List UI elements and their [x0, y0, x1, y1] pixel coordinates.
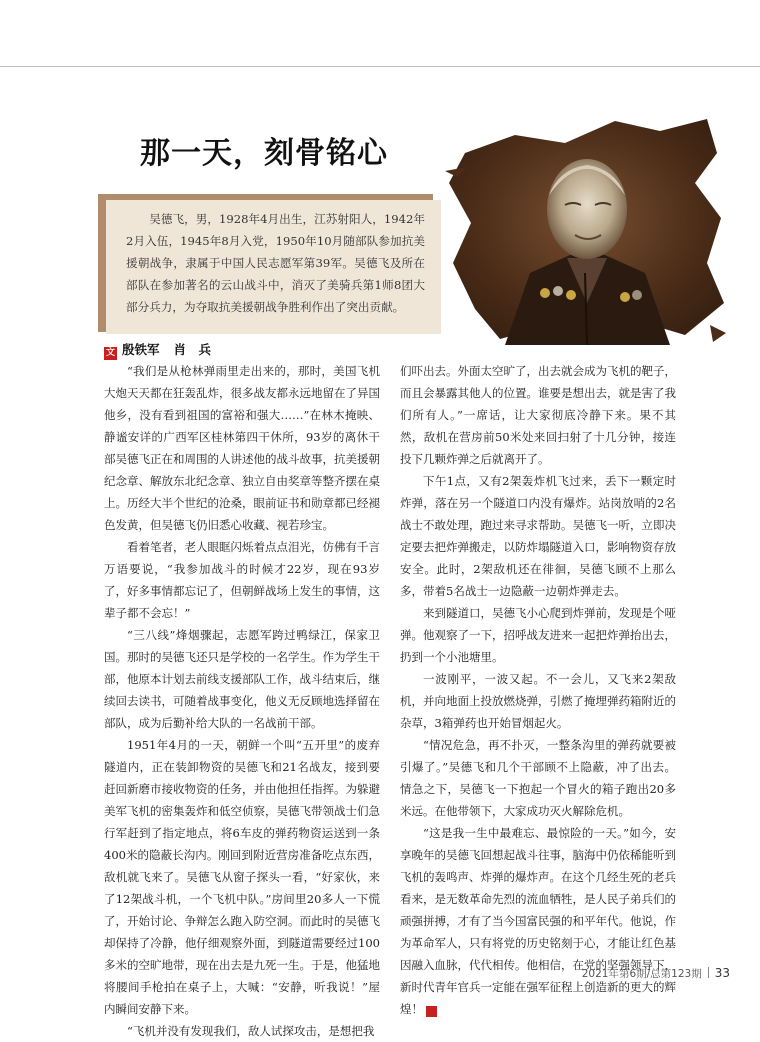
bio-box — [106, 200, 441, 334]
paragraph: 1951年4月的一天，朝鲜一个叫“五开里”的废弃隧道内，正在装卸物资的吴德飞和21名战友，接到要赶回新磨市接收物资的任务，并由他担任指挥。为躲避美军飞机的密集轰炸和低空侦察，吴德飞带领战士们急行军赶到了指定地点，将6车皮的弹药物资运送到一条400米的隐蔽长沟内。刚回到附近营房准备吃点东西，敌机就飞来了。吴德飞从窗子探头一看，“好家伙，来了12架战斗机，一个飞机中队。”房间里20多人一下慌了，开始讨论、争辩怎么跑入防空洞。而此时的吴德飞却保持了冷静，他仔细观察外面，到隧道需要经过100多米的空旷地带，现在出去是九死一生。于是，他猛地将腰间手枪拍在桌子上，大喊：“安静，听我说！”屋内瞬间安静下来。 — [104, 738, 380, 1016]
issue-info: 2021年第6期/总第123期 — [581, 968, 702, 980]
paragraph: 下午1点，又有2架轰炸机飞过来，丢下一颗定时炸弹，落在另一个隧道口内没有爆炸。站岗放哨的2名战士不敢处理，跑过来寻求帮助。吴德飞一听，立即决定要去把炸弹搬走，以防炸塌隧道入口，影响物资存放安全。此时，2架敌机还在徘徊，吴德飞顾不上那么多，带着5名战士一边隐蔽一边朝炸弹走去。 — [400, 474, 676, 598]
byline-mark: 文 — [105, 348, 115, 358]
page-number: 33 — [714, 966, 730, 980]
right-column — [400, 360, 676, 1020]
footer-divider — [708, 967, 709, 978]
paragraph: 们吓出去。外面太空旷了，出去就会成为飞机的靶子，而且会暴露其他人的位置。谁要是想出去，就是害了我们所有人。”一席话，让大家彻底冷静下来。果不其然，敌机在营房前50米处来回扫射了十几分钟，接连投下几颗炸弹之后就离开了。 — [400, 364, 676, 466]
paragraph: 来到隧道口，吴德飞小心爬到炸弹前，发现是个哑弹。他观察了一下，招呼战友进来一起把炸弹抬出去，扔到一个小池塘里。 — [400, 606, 676, 664]
paragraph-text: “这是我一生中最难忘、最惊险的一天。”如今，安享晚年的吴德飞回想起战斗往事，脑海中仍依稀能听到飞机的轰鸣声、炸弹的爆炸声。在这个几经生死的老兵看来，是无数革命先烈的流血牺牲，是人民子弟兵们的顽强拼搏，才有了当今国富民强的和平年代。他说，作为革命军人，只有将党的历史铭刻于心，才能让红色基因融入血脉，代代相传。他相信，在党的坚强领导下，新时代青年官兵一定能在强军征程上创造新的更大的辉煌！ — [400, 826, 676, 1016]
portrait-photo — [445, 113, 727, 345]
page-footer — [582, 966, 730, 981]
paragraph: “情况危急，再不扑灭，一整条沟里的弹药就要被引爆了。”吴德飞和几个干部顾不上隐蔽，冲了出去。情急之下，吴德飞一下抱起一个冒火的箱子跑出20多米远。在他带领下，大家成功灭火解除危机。 — [400, 738, 676, 818]
left-column — [104, 360, 380, 1042]
byline — [104, 340, 211, 360]
top-rule — [0, 66, 760, 67]
author-2: 肖 兵 — [173, 342, 212, 357]
paragraph: “飞机并没有发现我们，敌人试探攻击，是想把我 — [127, 1024, 375, 1038]
article-title: 那一天，刻骨铭心 — [140, 136, 388, 171]
end-mark-icon: G — [426, 1006, 437, 1017]
paragraph: “我们是从枪林弹雨里走出来的，那时，美国飞机大炮天天都在狂轰乱炸，很多战友都永远地留在了异国他乡，没有看到祖国的富裕和强大……”在林木掩映、静谧安详的广西军区桂林第四干休所，93岁的离休干部吴德飞正在和周围的人讲述他的战斗故事，抗美援朝纪念章、解放东北纪念章、独立自由奖章等整齐摆在桌上。历经大半个世纪的沧桑，眼前证书和勋章都已经褪色发黄，但吴德飞仍旧悉心收藏、视若珍宝。 — [104, 364, 380, 532]
paragraph: 看着笔者，老人眼眶闪烁着点点泪光，仿佛有千言万语要说，“我参加战斗的时候才22岁，现在93岁了，好多事情都忘记了，但朝鲜战场上发生的事情，这辈子都不会忘！” — [104, 540, 380, 620]
paragraph-last — [400, 822, 676, 1020]
author-1: 殷铁军 — [122, 342, 160, 357]
paragraph: 一波刚平，一波又起。不一会儿，又飞来2架敌机，并向地面上投放燃烧弹，引燃了掩埋弹药箱附近的杂草，3箱弹药也开始冒烟起火。 — [400, 672, 676, 730]
bio-text: 吴德飞，男，1928年4月出生，江苏射阳人，1942年2月入伍，1945年8月入党，1950年10月随部队参加抗美援朝战争，隶属于中国人民志愿军第39军。吴德飞及所在部队在参加著名的云山战斗中，消灭了美骑兵第1师8团大部分兵力，为夺取抗美援朝战争胜利作出了突出贡献。 — [126, 212, 425, 314]
paragraph: “三八线”烽烟骤起，志愿军跨过鸭绿江，保家卫国。那时的吴德飞还只是学校的一名学生。作为学生干部，他原本计划去前线支援部队工作，战斗结束后，继续回去读书，可随着战事变化，他义无反顾地选择留在部队，成为后勤补给大队的一名战前干部。 — [104, 628, 380, 730]
